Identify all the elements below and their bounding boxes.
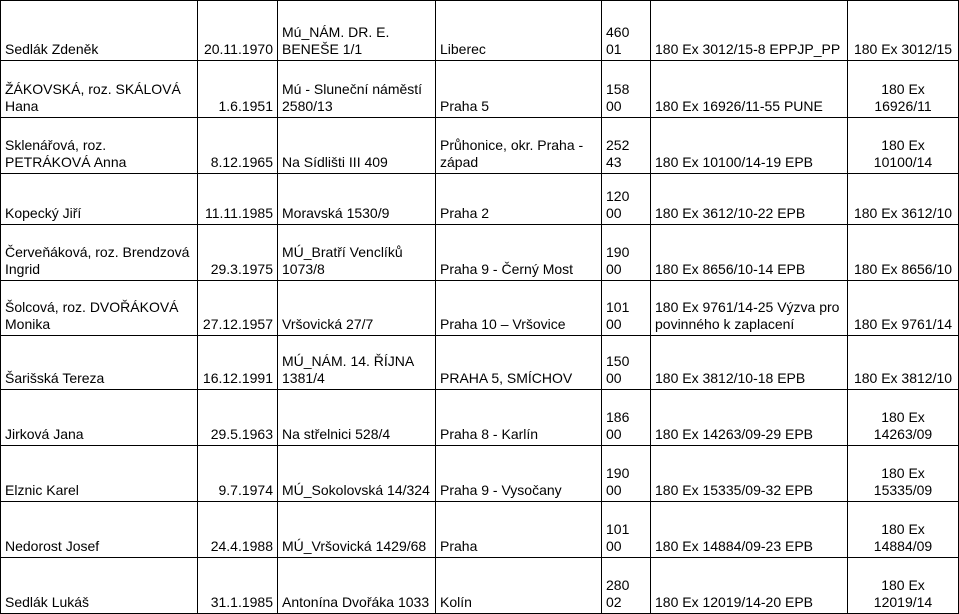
address-cell: Moravská 1530/9 [278, 174, 436, 225]
city-cell: Praha 9 - Černý Most [436, 225, 602, 281]
address-cell: MÚ_NÁM. 14. ŘÍJNA 1381/4 [278, 336, 436, 390]
address-cell: MÚ_Bratří Venclíků 1073/8 [278, 225, 436, 281]
case-ref-cell: 180 Ex 16926/11 [848, 61, 959, 118]
file-number-cell: 180 Ex 3012/15-8 EPPJP_PP [651, 1, 848, 61]
file-number-cell: 180 Ex 14263/09-29 EPB [651, 390, 848, 446]
name-cell: Sedlák Zdeněk [1, 1, 198, 61]
name-cell: Elznic Karel [1, 446, 198, 502]
city-cell: Praha 2 [436, 174, 602, 225]
address-cell: Na střelnici 528/4 [278, 390, 436, 446]
zip-cell: 186 00 [602, 390, 651, 446]
name-cell: Nedorost Josef [1, 502, 198, 558]
birth-date-cell: 16.12.1991 [198, 336, 278, 390]
case-ref-cell: 180 Ex 14884/09 [848, 502, 959, 558]
zip-cell: 101 00 [602, 502, 651, 558]
city-cell: Praha 9 - Vysočany [436, 446, 602, 502]
name-cell: Sedlák Lukáš [1, 558, 198, 614]
name-cell: Sklenářová, roz. PETRÁKOVÁ Anna [1, 118, 198, 174]
city-cell: Praha 10 – Vršovice [436, 281, 602, 336]
case-ref-cell: 180 Ex 8656/10 [848, 225, 959, 281]
name-cell: Kopecký Jiří [1, 174, 198, 225]
birth-date-cell: 8.12.1965 [198, 118, 278, 174]
birth-date-cell: 29.5.1963 [198, 390, 278, 446]
name-cell: ŽÁKOVSKÁ, roz. SKÁLOVÁ Hana [1, 61, 198, 118]
file-number-cell: 180 Ex 16926/11-55 PUNE [651, 61, 848, 118]
city-cell: Praha 5 [436, 61, 602, 118]
file-number-cell: 180 Ex 3812/10-18 EPB [651, 336, 848, 390]
table-row [1, 174, 959, 225]
zip-cell: 101 00 [602, 281, 651, 336]
table-row [1, 390, 959, 446]
case-ref-cell: 180 Ex 9761/14 [848, 281, 959, 336]
case-ref-cell: 180 Ex 12019/14 [848, 558, 959, 614]
address-cell: Mú - Sluneční náměstí 2580/13 [278, 61, 436, 118]
address-cell: Mú_NÁM. DR. E. BENEŠE 1/1 [278, 1, 436, 61]
table-row [1, 446, 959, 502]
name-cell: Šolcová, roz. DVOŘÁKOVÁ Monika [1, 281, 198, 336]
table-row [1, 502, 959, 558]
file-number-cell: 180 Ex 15335/09-32 EPB [651, 446, 848, 502]
name-cell: Šarišská Tereza [1, 336, 198, 390]
zip-cell: 150 00 [602, 336, 651, 390]
case-ref-cell: 180 Ex 10100/14 [848, 118, 959, 174]
zip-cell: 460 01 [602, 1, 651, 61]
table-row [1, 61, 959, 118]
case-ref-cell: 180 Ex 15335/09 [848, 446, 959, 502]
table-row [1, 225, 959, 281]
birth-date-cell: 11.11.1985 [198, 174, 278, 225]
file-number-cell: 180 Ex 3612/10-22 EPB [651, 174, 848, 225]
case-ref-cell: 180 Ex 3612/10 [848, 174, 959, 225]
zip-cell: 190 00 [602, 225, 651, 281]
birth-date-cell: 9.7.1974 [198, 446, 278, 502]
address-cell: MÚ_Sokolovská 14/324 [278, 446, 436, 502]
city-cell: Praha [436, 502, 602, 558]
birth-date-cell: 1.6.1951 [198, 61, 278, 118]
file-number-cell: 180 Ex 8656/10-14 EPB [651, 225, 848, 281]
table-row [1, 336, 959, 390]
name-cell: Červeňáková, roz. Brendzová Ingrid [1, 225, 198, 281]
address-cell: Antonína Dvořáka 1033 [278, 558, 436, 614]
case-ref-cell: 180 Ex 14263/09 [848, 390, 959, 446]
case-ref-cell: 180 Ex 3012/15 [848, 1, 959, 61]
birth-date-cell: 27.12.1957 [198, 281, 278, 336]
birth-date-cell: 20.11.1970 [198, 1, 278, 61]
table-row [1, 558, 959, 614]
zip-cell: 190 00 [602, 446, 651, 502]
city-cell: Liberec [436, 1, 602, 61]
zip-cell: 280 02 [602, 558, 651, 614]
city-cell: Průhonice, okr. Praha - západ [436, 118, 602, 174]
address-cell: Na Sídlišti III 409 [278, 118, 436, 174]
birth-date-cell: 29.3.1975 [198, 225, 278, 281]
file-number-cell: 180 Ex 12019/14-20 EPB [651, 558, 848, 614]
zip-cell: 252 43 [602, 118, 651, 174]
zip-cell: 120 00 [602, 174, 651, 225]
birth-date-cell: 24.4.1988 [198, 502, 278, 558]
birth-date-cell: 31.1.1985 [198, 558, 278, 614]
table-row [1, 1, 959, 61]
case-ref-cell: 180 Ex 3812/10 [848, 336, 959, 390]
city-cell: Kolín [436, 558, 602, 614]
address-cell: Vršovická 27/7 [278, 281, 436, 336]
file-number-cell: 180 Ex 10100/14-19 EPB [651, 118, 848, 174]
table-row [1, 118, 959, 174]
zip-cell: 158 00 [602, 61, 651, 118]
table-row [1, 281, 959, 336]
city-cell: PRAHA 5, SMÍCHOV [436, 336, 602, 390]
file-number-cell: 180 Ex 14884/09-23 EPB [651, 502, 848, 558]
address-cell: MÚ_Vršovická 1429/68 [278, 502, 436, 558]
city-cell: Praha 8 - Karlín [436, 390, 602, 446]
file-number-cell: 180 Ex 9761/14-25 Výzva pro povinného k zaplacení [651, 281, 848, 336]
name-cell: Jirková Jana [1, 390, 198, 446]
